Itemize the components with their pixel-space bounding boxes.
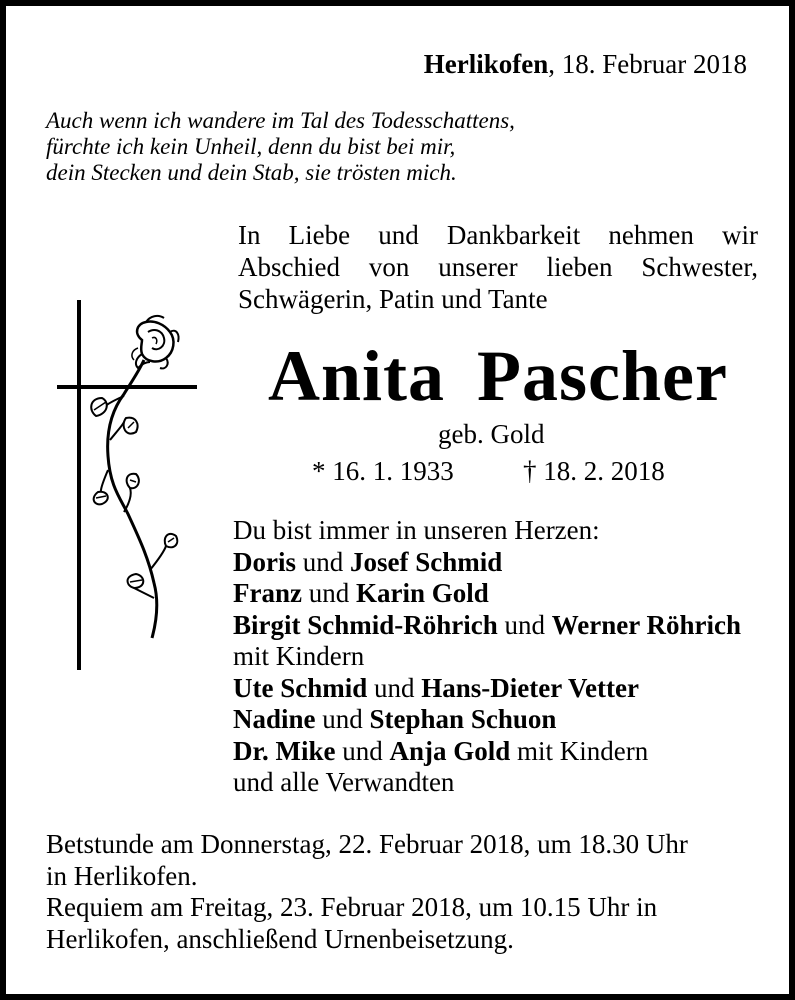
- mourner-name: Birgit Schmid-Röhrich: [233, 609, 498, 640]
- mourner-line: [233, 547, 741, 579]
- conjunction: und: [315, 704, 370, 734]
- mourner-name: Franz: [233, 578, 302, 608]
- mourner-name: Hans-Dieter Vetter: [421, 672, 639, 703]
- service-line: Herlikofen, anschließend Urnenbeisetzung.: [46, 923, 514, 954]
- mourner-line: [233, 610, 741, 642]
- intro-line: In Liebe und Dankbarkeit nehmen wir: [238, 220, 758, 250]
- mourner-name: Anja Gold: [389, 735, 511, 766]
- psalm-line: dein Stecken und dein Stab, sie trösten mich.: [46, 160, 457, 185]
- conjunction: und: [367, 672, 422, 703]
- psalm-line: Auch wenn ich wandere im Tal des Todesschattens,: [46, 108, 515, 133]
- conjunction: und: [497, 609, 552, 640]
- mourner-name: Josef Schmid: [350, 546, 503, 577]
- mourner-line: [233, 736, 741, 768]
- mourner-name: Nadine: [233, 704, 316, 734]
- service-line: Requiem am Freitag, 23. Februar 2018, um 10.15 Uhr in: [46, 892, 658, 922]
- birth-name: geb. Gold: [438, 419, 545, 449]
- last-name: Pascher: [477, 336, 728, 416]
- place-date-line: [424, 48, 747, 80]
- birth-date: * 16. 1. 1933: [312, 456, 454, 486]
- intro-line: Schwägerin, Patin und Tante: [238, 284, 548, 314]
- mourner-name: Karin Gold: [355, 578, 489, 608]
- cross-with-rose-icon: [54, 298, 204, 670]
- service-line: in Herlikofen.: [46, 860, 198, 891]
- farewell-intro: [238, 219, 758, 315]
- psalm-line: fürchte ich kein Unheil, denn du bist bei mir,: [46, 134, 456, 159]
- psalm-quote: [46, 108, 515, 186]
- mourner-suffix: mit Kindern: [510, 735, 649, 766]
- mourner-name: Werner Röhrich: [551, 609, 741, 640]
- notice-date: , 18. Februar 2018: [548, 49, 747, 79]
- deceased-name: [268, 336, 728, 416]
- mourner-name: Stephan Schuon: [369, 704, 557, 734]
- mourners-opening: Du bist immer in unseren Herzen:: [233, 515, 600, 545]
- mourner-line: [233, 704, 741, 736]
- mourners-closing: und alle Verwandten: [233, 767, 455, 797]
- mourners-list: [233, 515, 741, 799]
- mourner-line: mit Kindern: [233, 641, 365, 671]
- service-details: [46, 829, 759, 955]
- mourner-name: Dr. Mike: [233, 735, 336, 766]
- death-date: † 18. 2. 2018: [523, 456, 665, 486]
- intro-line: Abschied von unserer lieben Schwester,: [238, 252, 758, 282]
- mourner-line: [233, 578, 741, 610]
- first-name: Anita: [268, 336, 446, 416]
- mourner-name: Ute Schmid: [233, 672, 368, 703]
- place-name: Herlikofen: [423, 49, 549, 79]
- service-line: Betstunde am Donnerstag, 22. Februar 2018, um 18.30 Uhr: [46, 829, 688, 859]
- mourner-name: Doris: [233, 546, 296, 577]
- conjunction: und: [296, 546, 350, 577]
- conjunction: und: [335, 735, 390, 766]
- conjunction: und: [301, 578, 356, 608]
- mourner-line: [233, 673, 741, 705]
